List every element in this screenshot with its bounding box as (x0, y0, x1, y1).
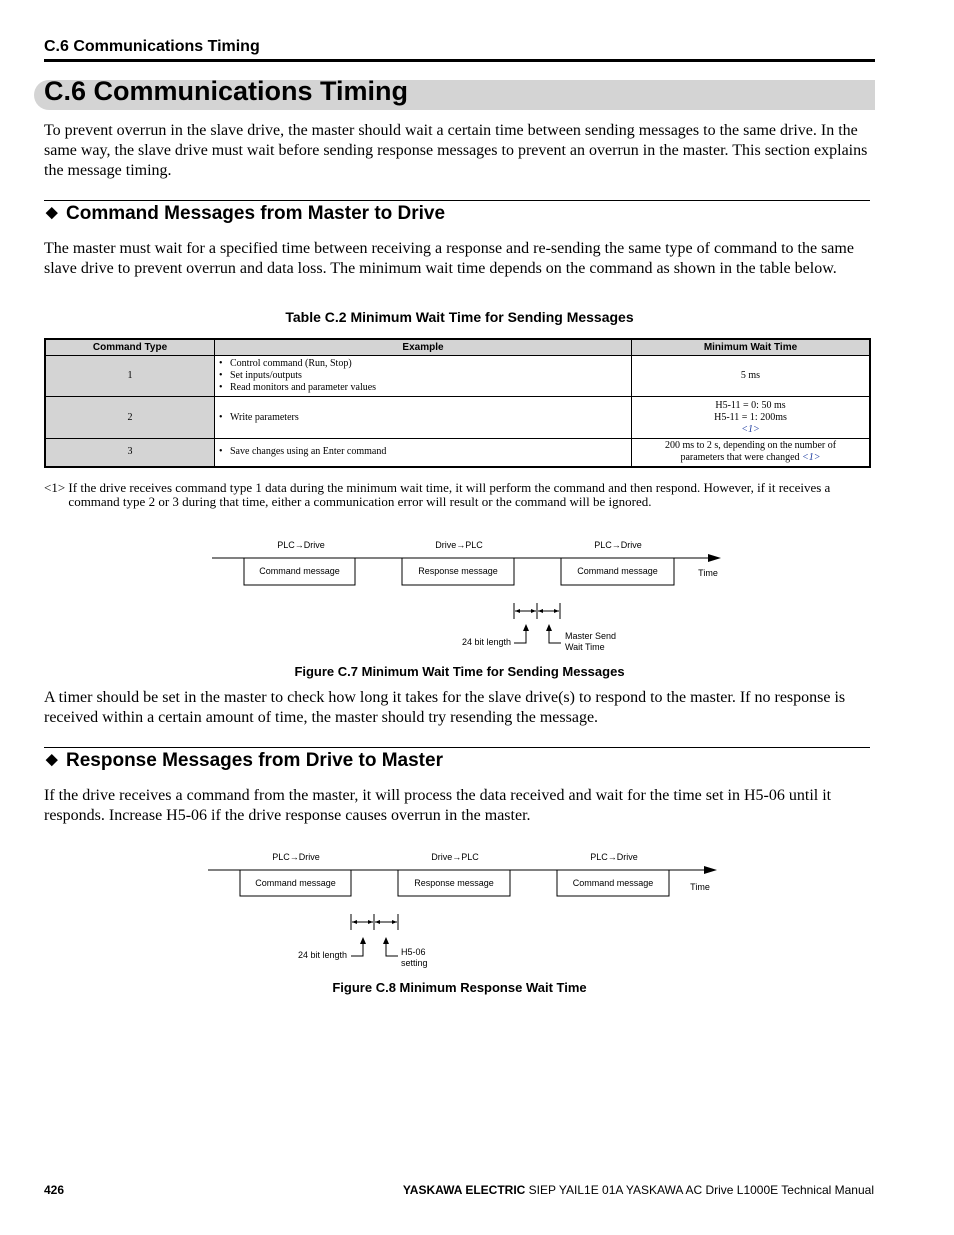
footnote-reference[interactable]: <1> (802, 452, 821, 464)
table-caption: Table C.2 Minimum Wait Time for Sending Messages (285, 309, 634, 325)
example-item: • Control command (Run, Stop) (219, 358, 627, 370)
direction-label: Drive→PLC (435, 540, 483, 550)
message-box-label: Command message (255, 878, 336, 888)
message-box-label: Command message (259, 566, 340, 576)
footer-manual-title (403, 1183, 874, 1197)
section-body-response: If the drive receives a command from the master, it will process the data received and wait for the time set in H5-06 until it responds. Increase H5-06 if the drive response causes overrun in the master. (44, 787, 832, 824)
arrow-left-icon (515, 609, 520, 613)
wait-text: parameters that were changed (680, 452, 803, 464)
arrow-right-icon (392, 920, 397, 924)
time-label: Time (690, 882, 710, 892)
figure-caption: Figure C.7 Minimum Wait Time for Sending Messages (294, 664, 625, 679)
arrow-up-icon (383, 937, 389, 944)
arrow-right-icon (554, 609, 559, 613)
footnote-marker: <1> (44, 480, 66, 495)
interval-markers (514, 603, 561, 643)
arrow-right-icon (708, 554, 721, 562)
example-item: • Write parameters (219, 412, 627, 424)
section-rule (44, 747, 870, 748)
arrow-up-icon (360, 937, 366, 944)
figure-caption: Figure C.8 Minimum Response Wait Time (332, 980, 587, 995)
arrow-up-icon (523, 624, 529, 631)
example-item: • Set inputs/outputs (219, 370, 627, 382)
footnote-text: If the drive receives command type 1 data during the minimum wait time, it will perform the command and then respond. However, if it receives a command type 2 or 3 during that time, either a communication error will result or the command will be ignored. (68, 480, 831, 509)
column-header: Example (215, 339, 632, 356)
time-label: Time (698, 568, 718, 578)
arrow-up-icon (546, 624, 552, 631)
arrow-left-icon (538, 609, 543, 613)
message-box-label: Command message (577, 566, 658, 576)
column-header: Minimum Wait Time (632, 339, 871, 356)
message-box-label: Response message (418, 566, 498, 576)
section-heading-text: Command Messages from Master to Drive (66, 203, 446, 224)
wait-line: H5-11 = 0: 50 ms (715, 399, 786, 411)
wait-label: Wait Time (565, 642, 605, 652)
page-title: C.6 Communications Timing (44, 76, 409, 106)
interval-markers (351, 914, 398, 956)
arrow-right-icon (368, 920, 373, 924)
command-type-cell: 3 (45, 439, 215, 467)
wait-label: Master Send (565, 631, 617, 641)
wait-line: H5-11 = 1: 200ms (714, 411, 787, 423)
timer-paragraph: A timer should be set in the master to check how long it takes for the slave drive(s) to respond to the master. If no response is received within a certain amount of time, the master should try resending the message. (44, 689, 846, 726)
section-body-command: The master must wait for a specified time between receiving a response and re-sending the same type of command to the same slave drive to prevent overrun and data loss. The minimum wait time depends on the command as shown in the table below. (44, 240, 854, 277)
wait-label: H5-06 (401, 947, 426, 957)
wait-time-cell: 5 ms (632, 356, 871, 397)
wait-label: setting (401, 958, 428, 968)
arrow-right-icon (531, 609, 536, 613)
intro-paragraph: To prevent overrun in the slave drive, the master should wait a certain time between sending messages to the same drive. In the same way, the slave drive must wait before sending response messages to prevent an overrun in the master. This section explains the message timing. (44, 122, 868, 179)
direction-label: PLC→Drive (277, 540, 325, 550)
diamond-bullet-icon: ◆ (46, 751, 58, 768)
page-number: 426 (44, 1183, 65, 1197)
direction-label: PLC→Drive (594, 540, 642, 550)
column-header: Command Type (45, 339, 215, 356)
direction-label: PLC→Drive (590, 852, 638, 862)
footnote-reference[interactable]: <1> (741, 423, 760, 435)
wait-line: 200 ms to 2 s, depending on the number of (664, 440, 837, 452)
arrow-left-icon (352, 920, 357, 924)
example-item: • Save changes using an Enter command (219, 446, 627, 458)
direction-label: PLC→Drive (272, 852, 320, 862)
arrow-right-icon (704, 866, 717, 874)
running-header: C.6 Communications Timing (44, 38, 260, 55)
message-box-label: Response message (414, 878, 494, 888)
footer-manual: SIEP YAIL1E 01A YASKAWA AC Drive L1000E Technical Manual (525, 1183, 874, 1197)
diamond-bullet-icon: ◆ (46, 204, 58, 221)
section-heading-text: Response Messages from Drive to Master (66, 750, 443, 771)
message-box-label: Command message (572, 878, 654, 888)
direction-label: Drive→PLC (431, 852, 479, 862)
command-type-cell: 1 (45, 356, 215, 397)
bit-length-label: 24 bit length (461, 637, 511, 647)
section-heading-response (46, 750, 443, 772)
footer-brand: YASKAWA ELECTRIC (402, 1183, 526, 1197)
bit-length-label: 24 bit length (297, 950, 347, 960)
arrow-left-icon (375, 920, 380, 924)
example-item: • Read monitors and parameter values (219, 382, 627, 394)
command-type-cell: 2 (45, 397, 215, 439)
